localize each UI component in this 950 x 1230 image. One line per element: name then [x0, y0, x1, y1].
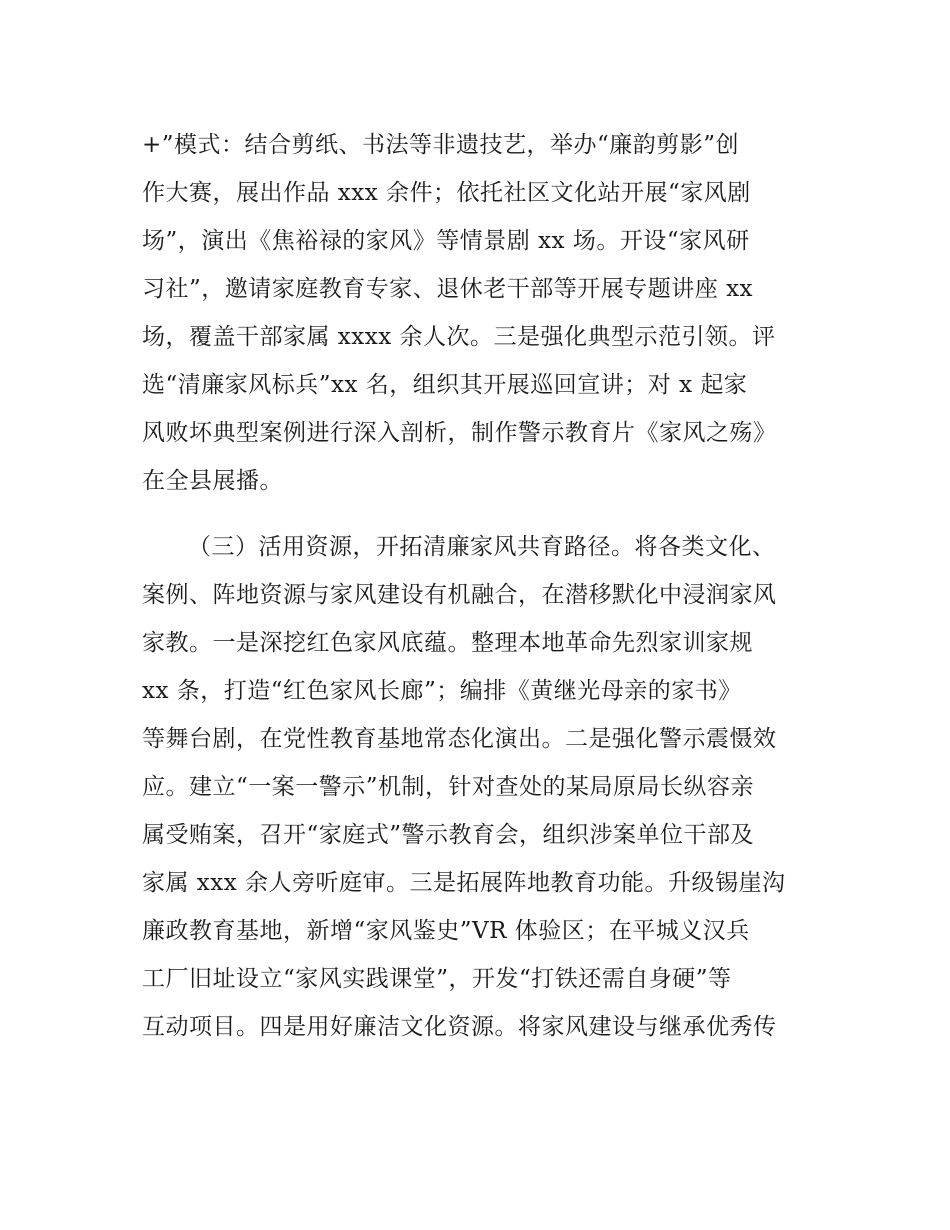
paragraph-line: 家属 xxx 余人旁听庭审。三是拓展阵地教育功能。升级锡崖沟: [142, 870, 786, 896]
paragraph-line: 习社”，邀请家庭教育专家、退休老干部等开展专题讲座 xx: [142, 276, 754, 302]
paragraph-line: （三）活用资源，开拓清廉家风共育路径。将各类文化、: [188, 534, 776, 560]
paragraph-line: xx 条，打造“红色家风长廊”；编排《黄继光母亲的家书》: [142, 678, 742, 704]
paragraph-line: 场”，演出《焦裕禄的家风》等情景剧 xx 场。开设“家风研: [142, 228, 750, 254]
paragraph-line: 风败坏典型案例进行深入剖析，制作警示教育片《家风之殇》: [142, 420, 777, 446]
paragraph-line: 家教。一是深挖红色家风底蕴。整理本地革命先烈家训家规: [142, 630, 753, 656]
paragraph-line: 应。建立“一案一警示”机制，针对查处的某局原局长纵容亲: [142, 774, 755, 800]
paragraph-line: 在全县展播。: [142, 468, 283, 494]
paragraph-line: 等舞台剧，在党性教育基地常态化演出。二是强化警示震慑效: [142, 726, 777, 752]
paragraph-line: 廉政教育基地，新增“家风鉴史”VR 体验区；在平城义汉兵: [142, 918, 750, 944]
paragraph-line: 作大赛，展出作品 xxx 余件；依托社区文化站开展“家风剧: [142, 180, 751, 206]
paragraph-line: +”模式：结合剪纸、书法等非遗技艺，举办“廉韵剪影”创: [142, 132, 740, 158]
paragraph-line: 工厂旧址设立“家风实践课堂”，开发“打铁还需自身硬”等: [142, 966, 732, 992]
paragraph-line: 案例、阵地资源与家风建设有机融合，在潜移默化中浸润家风: [142, 582, 777, 608]
paragraph-line: 场，覆盖干部家属 xxxx 余人次。三是强化典型示范引领。评: [142, 324, 776, 350]
paragraph-line: 互动项目。四是用好廉洁文化资源。将家风建设与继承优秀传: [142, 1014, 777, 1040]
paragraph-line: 属受贿案，召开“家庭式”警示教育会，组织涉案单位干部及: [142, 822, 755, 848]
paragraph-line: 选“清廉家风标兵”xx 名，组织其开展巡回宣讲；对 x 起家: [142, 372, 748, 398]
